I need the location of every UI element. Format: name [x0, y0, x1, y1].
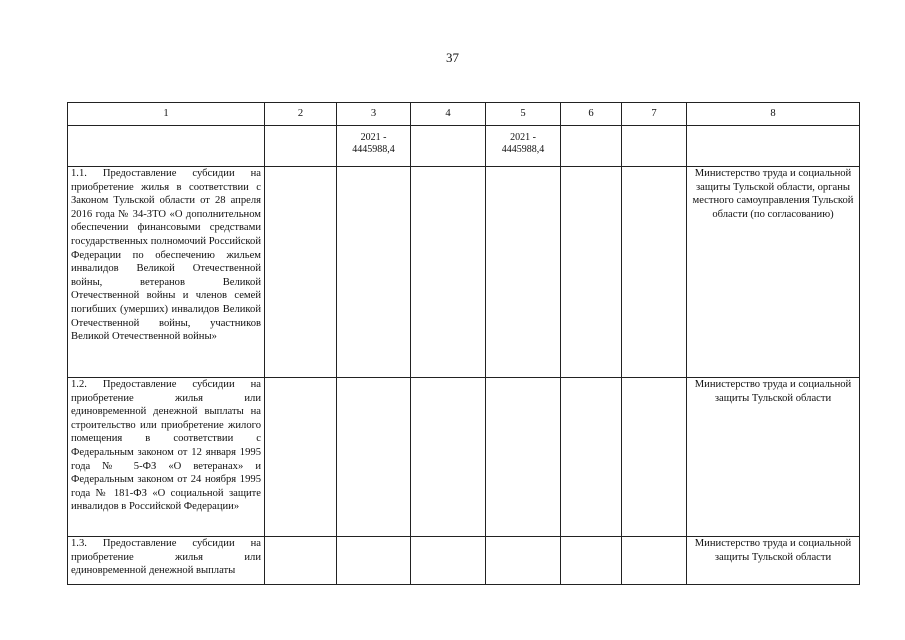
empty-cell: [561, 378, 622, 537]
empty-cell: [622, 537, 687, 585]
column-header-4: 4: [411, 103, 486, 126]
empty-cell: [486, 167, 561, 378]
funding-cell-7: [622, 126, 687, 167]
column-header-2: 2: [265, 103, 337, 126]
column-header-3: 3: [337, 103, 411, 126]
responsible-executor: Министерство труда и социальной защиты Тульской области: [687, 537, 860, 585]
empty-cell: [622, 167, 687, 378]
funding-cell-1: [68, 126, 265, 167]
funding-cell-2: [265, 126, 337, 167]
empty-cell: [561, 537, 622, 585]
table-row: [68, 167, 860, 378]
empty-cell: [486, 378, 561, 537]
responsible-executor: Министерство труда и социальной защиты Тульской области, органы местного самоуправления Тульской области (по согласованию): [687, 167, 860, 378]
empty-cell: [337, 537, 411, 585]
funding-cell-5: 2021 - 4445988,4: [486, 126, 561, 167]
page-number: 37: [446, 50, 459, 65]
empty-cell: [561, 167, 622, 378]
measure-description: 1.1. Предоставление субсидии на приобретение жилья в соответствии с Законом Тульской области от 28 апреля 2016 года № 34-ЗТО «О дополнительном обеспечении финансовыми средствами государственных полномочий Российской Федерации по обеспечению жильем инвалидов Великой Отечественной войны, ветеранов Великой Отечественной войны и членов семей погибших (умерших) инвалидов Великой Отечественной войны, участников Великой Отечественной войны»: [68, 167, 265, 378]
column-header-8: 8: [687, 103, 860, 126]
empty-cell: [622, 378, 687, 537]
column-header-7: 7: [622, 103, 687, 126]
empty-cell: [337, 378, 411, 537]
column-header-1: 1: [68, 103, 265, 126]
funding-cell-4: [411, 126, 486, 167]
empty-cell: [265, 167, 337, 378]
program-table: [67, 102, 860, 585]
funding-cell-6: [561, 126, 622, 167]
measure-description: 1.3. Предоставление субсидии на приобретение жилья или единовременной денежной выплаты: [68, 537, 265, 585]
funding-cell-3: 2021 - 4445988,4: [337, 126, 411, 167]
empty-cell: [265, 378, 337, 537]
table-row: [68, 537, 860, 585]
empty-cell: [265, 537, 337, 585]
measure-description: 1.2. Предоставление субсидии на приобретение жилья или единовременной денежной выплаты на строительство или приобретение жилого помещения в соответствии с Федеральным законом от 12 января 1995 года № 5-ФЗ «О ветеранах» и Федеральным законом от 24 ноября 1995 года № 181-ФЗ «О социальной защите инвалидов в Российской Федерации»: [68, 378, 265, 537]
column-header-row: [68, 103, 860, 126]
funding-cell-8: [687, 126, 860, 167]
table-row: [68, 378, 860, 537]
funding-row: [68, 126, 860, 167]
empty-cell: [411, 167, 486, 378]
empty-cell: [337, 167, 411, 378]
empty-cell: [411, 378, 486, 537]
empty-cell: [486, 537, 561, 585]
column-header-6: 6: [561, 103, 622, 126]
empty-cell: [411, 537, 486, 585]
responsible-executor: Министерство труда и социальной защиты Тульской области: [687, 378, 860, 537]
column-header-5: 5: [486, 103, 561, 126]
